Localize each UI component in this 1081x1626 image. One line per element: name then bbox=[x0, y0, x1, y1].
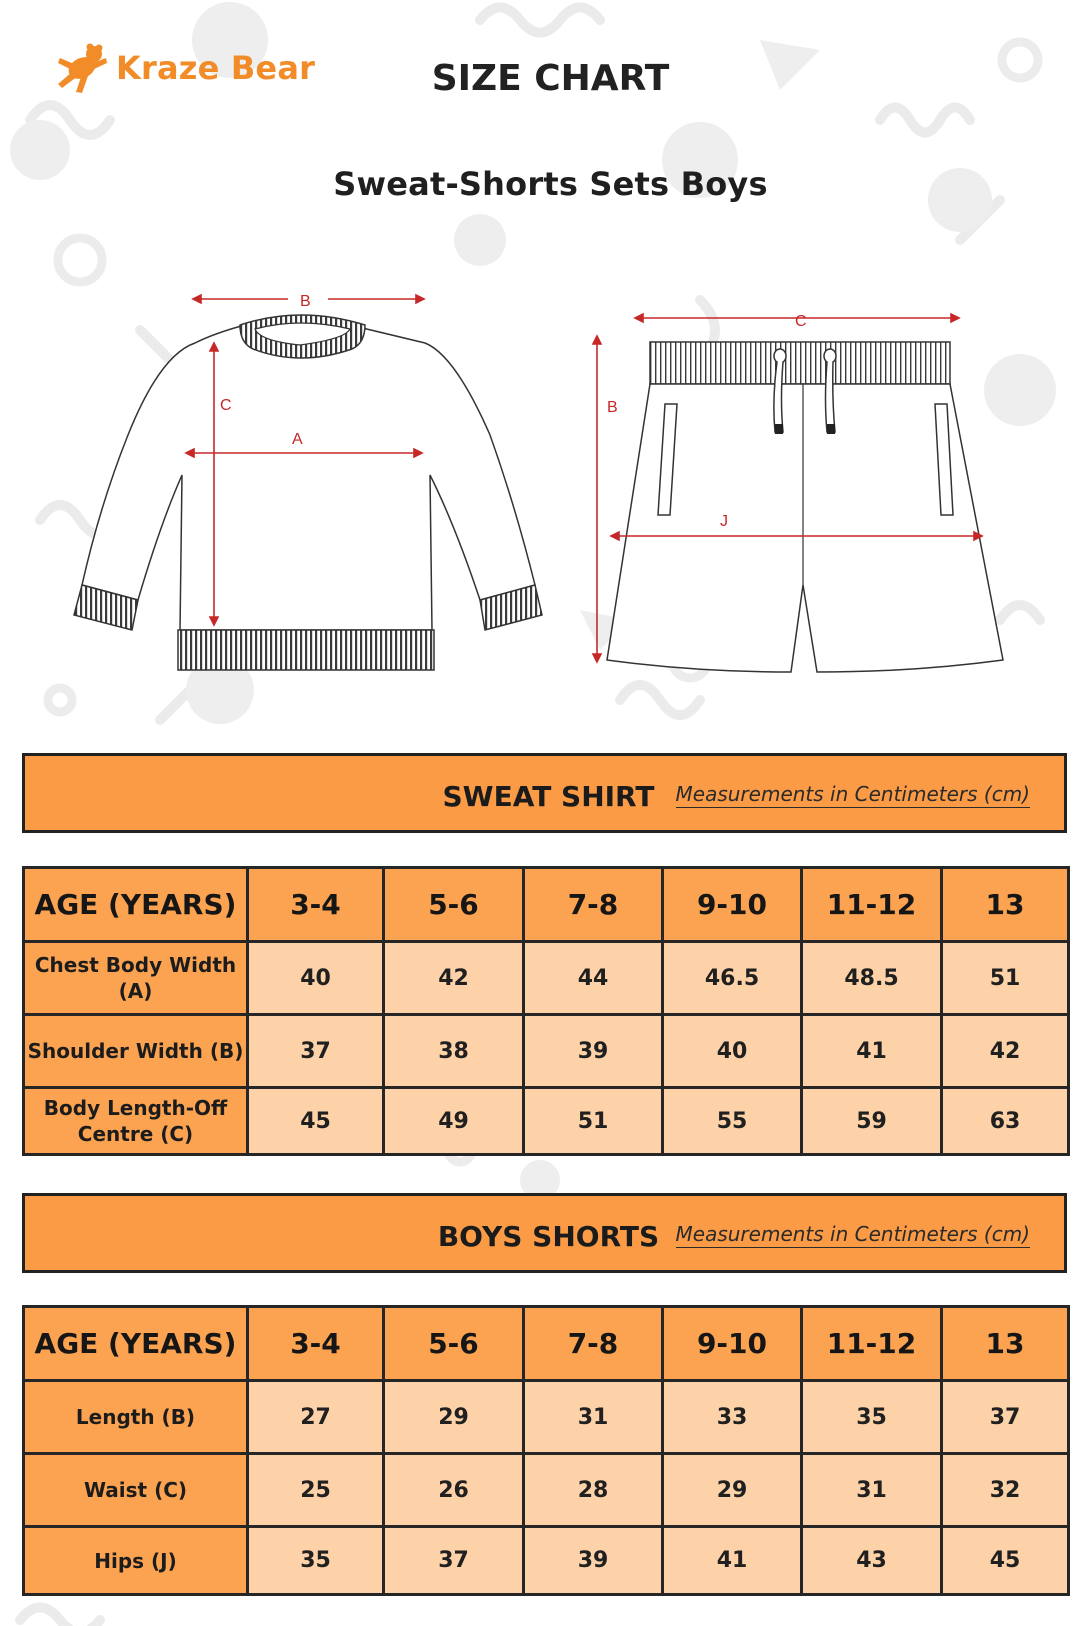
boys-shorts-units-note: Measurements in Centimeters (cm) bbox=[675, 1222, 1030, 1246]
measurement-value: 37 bbox=[248, 1015, 384, 1088]
age-column-header: 9-10 bbox=[663, 1307, 802, 1381]
sweatshirt-diagram bbox=[60, 285, 560, 705]
measurement-value: 31 bbox=[524, 1381, 663, 1454]
measurement-value: 39 bbox=[524, 1015, 663, 1088]
age-column-header: 9-10 bbox=[663, 868, 802, 942]
table-row bbox=[24, 1527, 1069, 1595]
measurement-value: 63 bbox=[942, 1088, 1069, 1155]
measurement-value: 29 bbox=[663, 1454, 802, 1527]
age-column-header: 7-8 bbox=[524, 868, 663, 942]
age-column-header: 11-12 bbox=[802, 868, 942, 942]
age-header-cell: AGE (YEARS) bbox=[24, 1307, 248, 1381]
age-column-header: 13 bbox=[942, 868, 1069, 942]
measurement-value: 44 bbox=[524, 942, 663, 1015]
measurement-value: 48.5 bbox=[802, 942, 942, 1015]
sweatshirt-label-c: C bbox=[220, 397, 232, 414]
boys-shorts-size-table bbox=[22, 1305, 1070, 1596]
table-header-row bbox=[24, 1307, 1069, 1381]
sweatshirt-label-b: B bbox=[300, 293, 311, 310]
sweat-shirt-size-table bbox=[22, 866, 1070, 1156]
measurement-value: 35 bbox=[802, 1381, 942, 1454]
measurement-value: 49 bbox=[384, 1088, 524, 1155]
table-row bbox=[24, 942, 1069, 1015]
measurement-label: Length (B) bbox=[24, 1381, 248, 1454]
shorts-label-j: J bbox=[720, 513, 728, 530]
table-row bbox=[24, 1381, 1069, 1454]
measurement-value: 46.5 bbox=[663, 942, 802, 1015]
page-subtitle: Sweat-Shorts Sets Boys bbox=[333, 165, 768, 203]
sweat-shirt-banner bbox=[22, 753, 1067, 833]
measurement-value: 43 bbox=[802, 1527, 942, 1595]
measurement-value: 45 bbox=[248, 1088, 384, 1155]
measurement-value: 28 bbox=[524, 1454, 663, 1527]
boys-shorts-title: BOYS SHORTS bbox=[437, 1220, 660, 1253]
age-column-header: 3-4 bbox=[248, 1307, 384, 1381]
measurement-label: Waist (C) bbox=[24, 1454, 248, 1527]
measurement-value: 29 bbox=[384, 1381, 524, 1454]
age-column-header: 5-6 bbox=[384, 868, 524, 942]
measurement-label: Shoulder Width (B) bbox=[24, 1015, 248, 1088]
measurement-value: 42 bbox=[384, 942, 524, 1015]
boys-shorts-banner bbox=[22, 1193, 1067, 1273]
measurement-value: 26 bbox=[384, 1454, 524, 1527]
table-row bbox=[24, 1015, 1069, 1088]
measurement-value: 37 bbox=[942, 1381, 1069, 1454]
measurement-value: 40 bbox=[248, 942, 384, 1015]
shorts-diagram bbox=[585, 300, 1015, 705]
measurement-value: 39 bbox=[524, 1527, 663, 1595]
measurement-value: 45 bbox=[942, 1527, 1069, 1595]
table-header-row bbox=[24, 868, 1069, 942]
measurement-value: 38 bbox=[384, 1015, 524, 1088]
measurement-value: 41 bbox=[663, 1527, 802, 1595]
measurement-label: Chest Body Width (A) bbox=[24, 942, 248, 1015]
brand-name: Kraze Bear bbox=[116, 49, 316, 87]
measurement-value: 27 bbox=[248, 1381, 384, 1454]
measurement-value: 25 bbox=[248, 1454, 384, 1527]
age-column-header: 7-8 bbox=[524, 1307, 663, 1381]
table-row bbox=[24, 1088, 1069, 1155]
measurement-value: 40 bbox=[663, 1015, 802, 1088]
age-header-cell: AGE (YEARS) bbox=[24, 868, 248, 942]
measurement-value: 59 bbox=[802, 1088, 942, 1155]
sweat-shirt-units-note: Measurements in Centimeters (cm) bbox=[675, 782, 1030, 806]
measurement-value: 55 bbox=[663, 1088, 802, 1155]
age-column-header: 5-6 bbox=[384, 1307, 524, 1381]
age-column-header: 3-4 bbox=[248, 868, 384, 942]
shorts-label-c: C bbox=[795, 313, 807, 330]
measurement-value: 32 bbox=[942, 1454, 1069, 1527]
measurement-value: 35 bbox=[248, 1527, 384, 1595]
page-title: SIZE CHART bbox=[431, 58, 670, 99]
measurement-value: 33 bbox=[663, 1381, 802, 1454]
table-row bbox=[24, 1454, 1069, 1527]
measurement-label: Hips (J) bbox=[24, 1527, 248, 1595]
age-column-header: 13 bbox=[942, 1307, 1069, 1381]
measurement-value: 41 bbox=[802, 1015, 942, 1088]
shorts-label-b: B bbox=[607, 399, 618, 416]
measurement-value: 42 bbox=[942, 1015, 1069, 1088]
measurement-value: 31 bbox=[802, 1454, 942, 1527]
sweatshirt-label-a: A bbox=[292, 431, 303, 448]
measurement-value: 37 bbox=[384, 1527, 524, 1595]
measurement-value: 51 bbox=[942, 942, 1069, 1015]
measurement-value: 51 bbox=[524, 1088, 663, 1155]
age-column-header: 11-12 bbox=[802, 1307, 942, 1381]
sweat-shirt-title: SWEAT SHIRT bbox=[442, 780, 655, 813]
measurement-label: Body Length-Off Centre (C) bbox=[24, 1088, 248, 1155]
